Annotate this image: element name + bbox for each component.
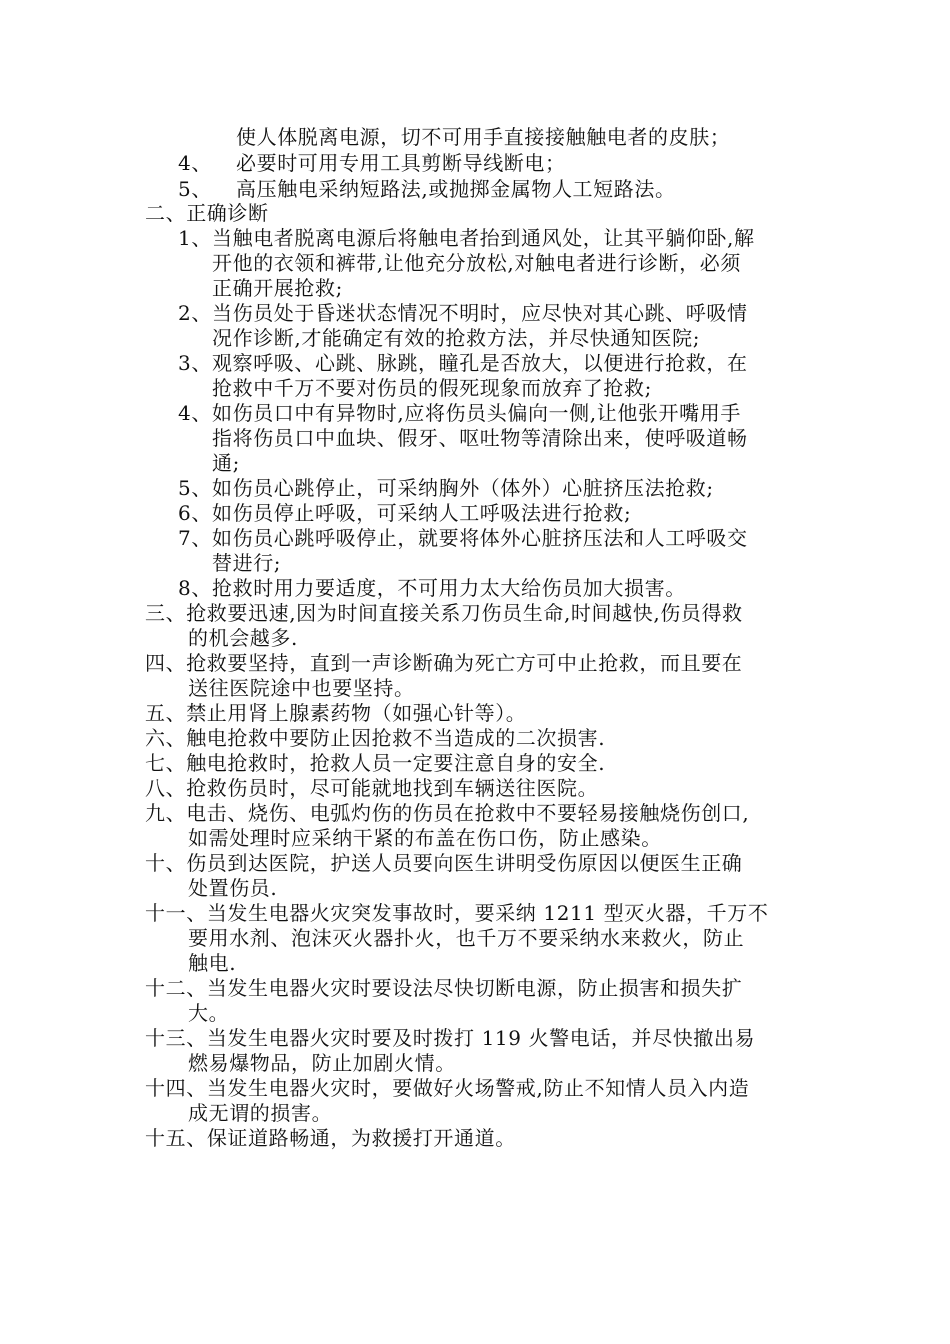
diag-item-4: 4、如伤员口中有异物时,应将伤员头偏向一侧,让他张开嘴用手	[178, 401, 741, 425]
section-11-cont: 触电.	[188, 951, 237, 975]
section-13-cont: 燃易爆物品，防止加剧火情。	[188, 1051, 456, 1075]
section-11-cont: 要用水剂、泡沫灭火器扑火，也千万不要采纳水来救火，防止	[188, 926, 745, 950]
section-heading-2: 二、正确诊断	[145, 201, 269, 225]
section-14: 十四、当发生电器火灾时，要做好火场警戒,防止不知情人员入内造	[145, 1076, 750, 1100]
section-13: 十三、当发生电器火灾时要及时拨打 119 火警电话，并尽快撤出易	[145, 1026, 756, 1050]
section-5: 五、禁止用肾上腺素药物（如强心针等）。	[145, 701, 527, 725]
diag-item-2-cont: 况作诊断,才能确定有效的抢救方法，并尽快通知医院;	[212, 326, 701, 350]
diag-item-6: 6、如伤员停止呼吸，可采纳人工呼吸法进行抢救;	[178, 501, 632, 525]
section-3-cont: 的机会越多.	[188, 626, 298, 650]
diag-item-8: 8、抢救时用力要适度，不可用力太大给伤员加大损害。	[178, 576, 686, 600]
section-10: 十、伤员到达医院，护送人员要向医生讲明受伤原因以便医生正确	[145, 851, 743, 875]
section-3: 三、抢救要迅速,因为时间直接关系刀伤员生命,时间越快,伤员得救	[145, 601, 743, 625]
section-9-cont: 如需处理时应采纳干紧的布盖在伤口伤，防止感染。	[188, 826, 662, 850]
section-15: 十五、保证道路畅通，为救援打开通道。	[145, 1126, 516, 1150]
top-item-5: 5、 高压触电采纳短路法,或抛掷金属物人工短路法。	[178, 177, 676, 201]
top-line-continuation: 使人体脱离电源，切不可用手直接接触触电者的皮肤；	[236, 125, 731, 149]
diag-item-4-cont: 指将伤员口中血块、假牙、呕吐物等清除出来，使呼吸道畅	[212, 426, 748, 450]
section-11: 十一、当发生电器火灾突发事故时，要采纳 1211 型灭火器，千万不	[145, 901, 769, 925]
diag-item-5: 5、如伤员心跳停止，可采纳胸外（体外）心脏挤压法抢救;	[178, 476, 714, 500]
section-7: 七、触电抢救时，抢救人员一定要注意自身的安全.	[145, 751, 606, 775]
top-item-4: 4、 必要时可用专用工具剪断导线断电；	[178, 151, 566, 175]
section-6: 六、触电抢救中要防止因抢救不当造成的二次损害.	[145, 726, 606, 750]
section-8: 八、抢救伤员时，尽可能就地找到车辆送往医院。	[145, 776, 599, 800]
section-9: 九、电击、烧伤、电弧灼伤的伤员在抢救中不要轻易接触烧伤创口,	[145, 801, 750, 825]
diag-item-1: 1、当触电者脱离电源后将触电者抬到通风处，让其平躺仰卧,解	[178, 226, 755, 250]
diag-item-1-cont: 开他的衣领和裤带,让他充分放松,对触电者进行诊断，必须	[212, 251, 741, 275]
section-12-cont: 大。	[188, 1001, 230, 1025]
diag-item-2: 2、当伤员处于昏迷状态情况不明时，应尽快对其心跳、呼吸情	[178, 301, 748, 325]
diag-item-1-cont: 正确开展抢救;	[212, 276, 343, 300]
diag-item-3-cont: 抢救中千万不要对伤员的假死现象而放弃了抢救;	[212, 376, 652, 400]
section-10-cont: 处置伤员.	[188, 876, 278, 900]
diag-item-3: 3、观察呼吸、心跳、脉跳，瞳孔是否放大，以便进行抢救，在	[178, 351, 748, 375]
section-4: 四、抢救要坚持，直到一声诊断确为死亡方可中止抢救，而且要在	[145, 651, 743, 675]
diag-item-7: 7、如伤员心跳呼吸停止，就要将体外心脏挤压法和人工呼吸交	[178, 526, 748, 550]
diag-item-7-cont: 替进行;	[212, 551, 282, 575]
section-4-cont: 送往医院途中也要坚持。	[188, 676, 415, 700]
diag-item-4-cont: 通;	[212, 451, 240, 475]
section-12: 十二、当发生电器火灾时要设法尽快切断电源，防止损害和损失扩	[145, 976, 743, 1000]
section-14-cont: 成无谓的损害。	[188, 1101, 333, 1125]
